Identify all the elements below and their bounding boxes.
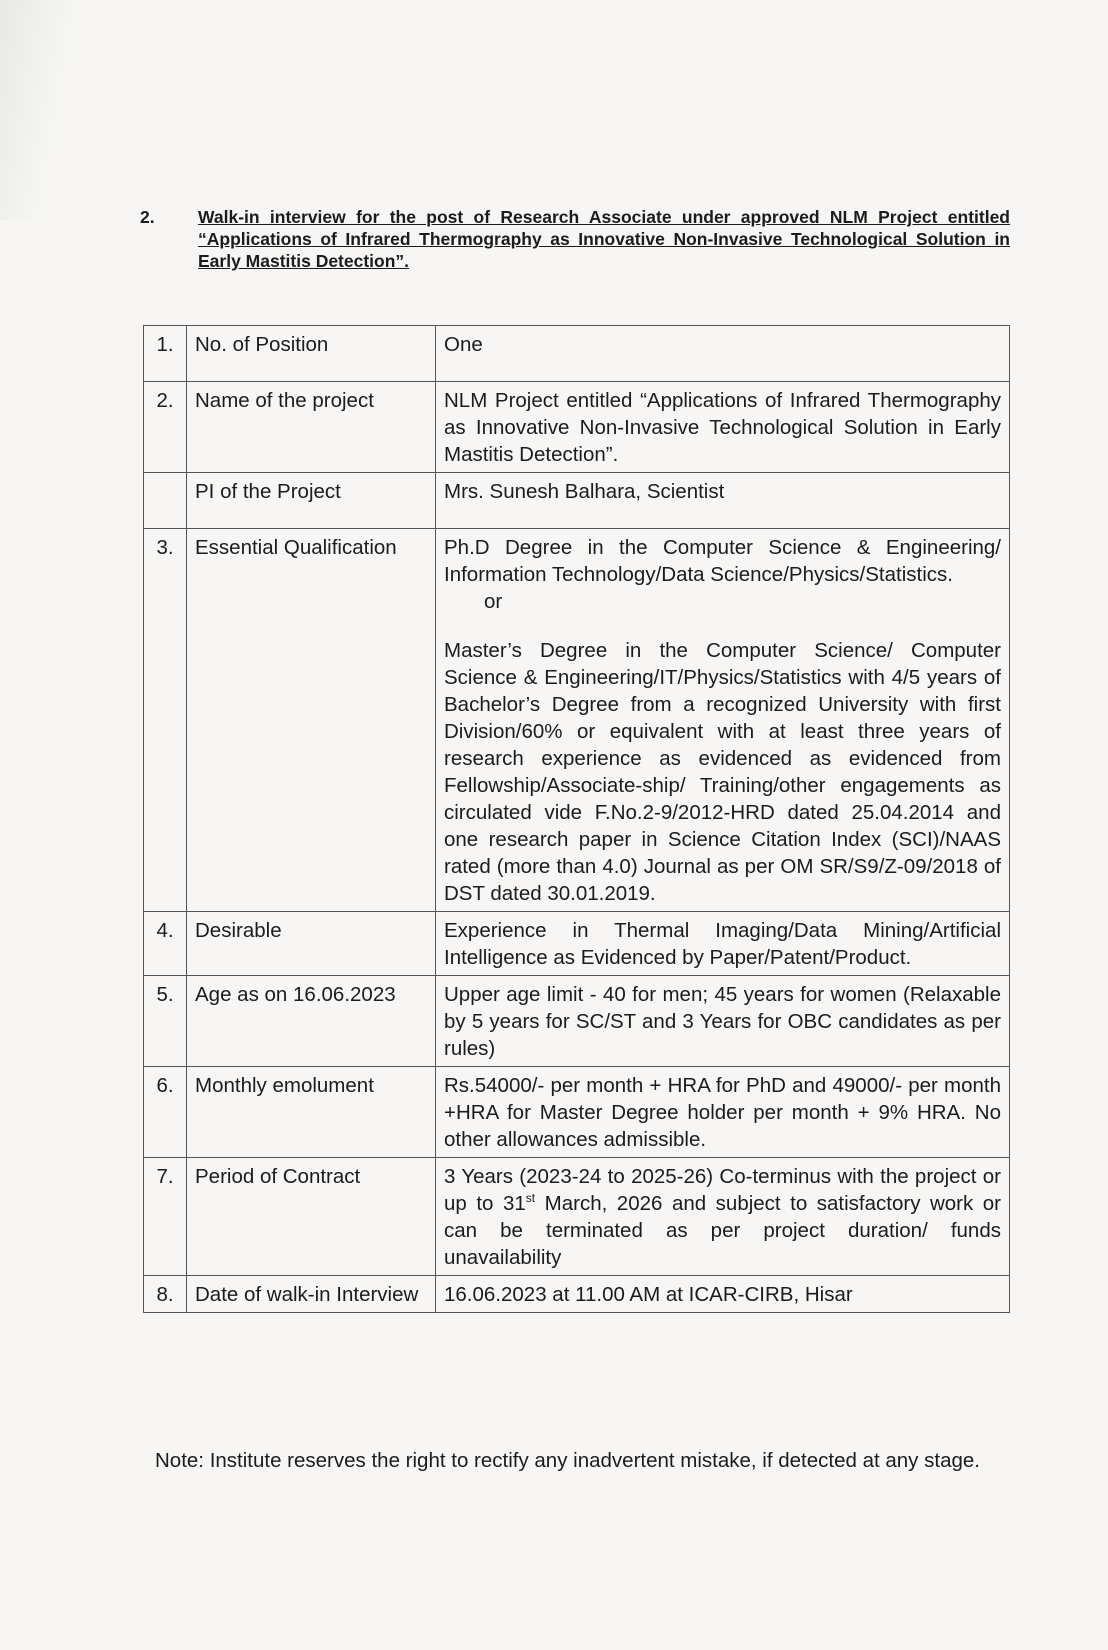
row-value: One bbox=[436, 326, 1010, 382]
footer-note: Note: Institute reserves the right to rectify any inadvertent mistake, if detected at any stage. bbox=[155, 1449, 980, 1472]
row-number: 8. bbox=[144, 1276, 187, 1313]
row-number: 4. bbox=[144, 912, 187, 976]
qualification-masters: Master’s Degree in the Computer Science/ Computer Science & Engineering/IT/Physics/Statistics with 4/5 years of Bachelor’s Degree from a recognized University with first Division/60% or equivalent with at least three years of research experience as evidenced as evidenced from Fellowship/Associate-ship/ Training/other engagements as circulated vide F.No.2-9/2012-HRD dated 25.04.2014 and one research paper in Science Citation Index (SCI)/NAAS rated (more than 4.0) Journal as per OM SR/S9/Z-09/2018 of DST dated 30.01.2019. bbox=[444, 639, 1001, 905]
table-row bbox=[144, 1067, 1010, 1158]
table-row bbox=[144, 326, 1010, 382]
row-number: 5. bbox=[144, 976, 187, 1067]
row-value: NLM Project entitled “Applications of Infrared Thermography as Innovative Non-Invasive Technological Solution in Early Mastitis Detection”. bbox=[436, 382, 1010, 473]
row-number: 7. bbox=[144, 1158, 187, 1276]
page-edge-shadow bbox=[0, 0, 90, 220]
row-label: Age as on 16.06.2023 bbox=[187, 976, 436, 1067]
row-label: Date of walk-in Interview bbox=[187, 1276, 436, 1313]
qualification-or: or bbox=[484, 590, 503, 613]
table-row bbox=[144, 529, 1010, 912]
row-value: Mrs. Sunesh Balhara, Scientist bbox=[436, 473, 1010, 529]
contract-text-start: 3 Years (2023-24 to 2025-26) Co-terminus with the project or up to 31 bbox=[444, 1165, 1001, 1215]
section-number: 2. bbox=[140, 207, 155, 227]
ordinal-suffix: st bbox=[525, 1191, 536, 1206]
section-title: Walk-in interview for the post of Research Associate under approved NLM Project entitled “Applications of Infrared Thermography as Innovative Non-Invasive Technological Solution in Early Mastitis Detection”. bbox=[198, 207, 1010, 271]
section-heading bbox=[140, 206, 1010, 272]
row-value: Rs.54000/- per month + HRA for PhD and 49000/- per month +HRA for Master Degree holder per month + 9% HRA. No other allowances admissible. bbox=[436, 1067, 1010, 1158]
row-number: 2. bbox=[144, 382, 187, 473]
table-row bbox=[144, 1276, 1010, 1313]
row-value: Experience in Thermal Imaging/Data Mining/Artificial Intelligence as Evidenced by Paper/Patent/Product. bbox=[436, 912, 1010, 976]
table-row bbox=[144, 382, 1010, 473]
row-number: 3. bbox=[144, 529, 187, 912]
row-value bbox=[436, 529, 1010, 912]
table-row bbox=[144, 976, 1010, 1067]
row-number: 6. bbox=[144, 1067, 187, 1158]
row-label: Name of the project bbox=[187, 382, 436, 473]
table-row bbox=[144, 1158, 1010, 1276]
contract-text-end: March, 2026 and subject to satisfactory work or can be terminated as per project duration/ funds unavailability bbox=[444, 1192, 1002, 1269]
row-value: 16.06.2023 at 11.00 AM at ICAR-CIRB, Hisar bbox=[436, 1276, 1010, 1313]
row-label: Period of Contract bbox=[187, 1158, 436, 1276]
row-label: No. of Position bbox=[187, 326, 436, 382]
row-label: Desirable bbox=[187, 912, 436, 976]
qualification-phd: Ph.D Degree in the Computer Science & Engineering/ Information Technology/Data Science/Physics/Statistics. bbox=[444, 536, 1001, 586]
details-table bbox=[143, 325, 1010, 1313]
row-label: PI of the Project bbox=[187, 473, 436, 529]
row-label: Monthly emolument bbox=[187, 1067, 436, 1158]
row-label: Essential Qualification bbox=[187, 529, 436, 912]
table-row bbox=[144, 473, 1010, 529]
row-value: Upper age limit - 40 for men; 45 years for women (Relaxable by 5 years for SC/ST and 3 Years for OBC candidates as per rules) bbox=[436, 976, 1010, 1067]
row-number bbox=[144, 473, 187, 529]
row-value bbox=[436, 1158, 1010, 1276]
row-number: 1. bbox=[144, 326, 187, 382]
table-row bbox=[144, 912, 1010, 976]
